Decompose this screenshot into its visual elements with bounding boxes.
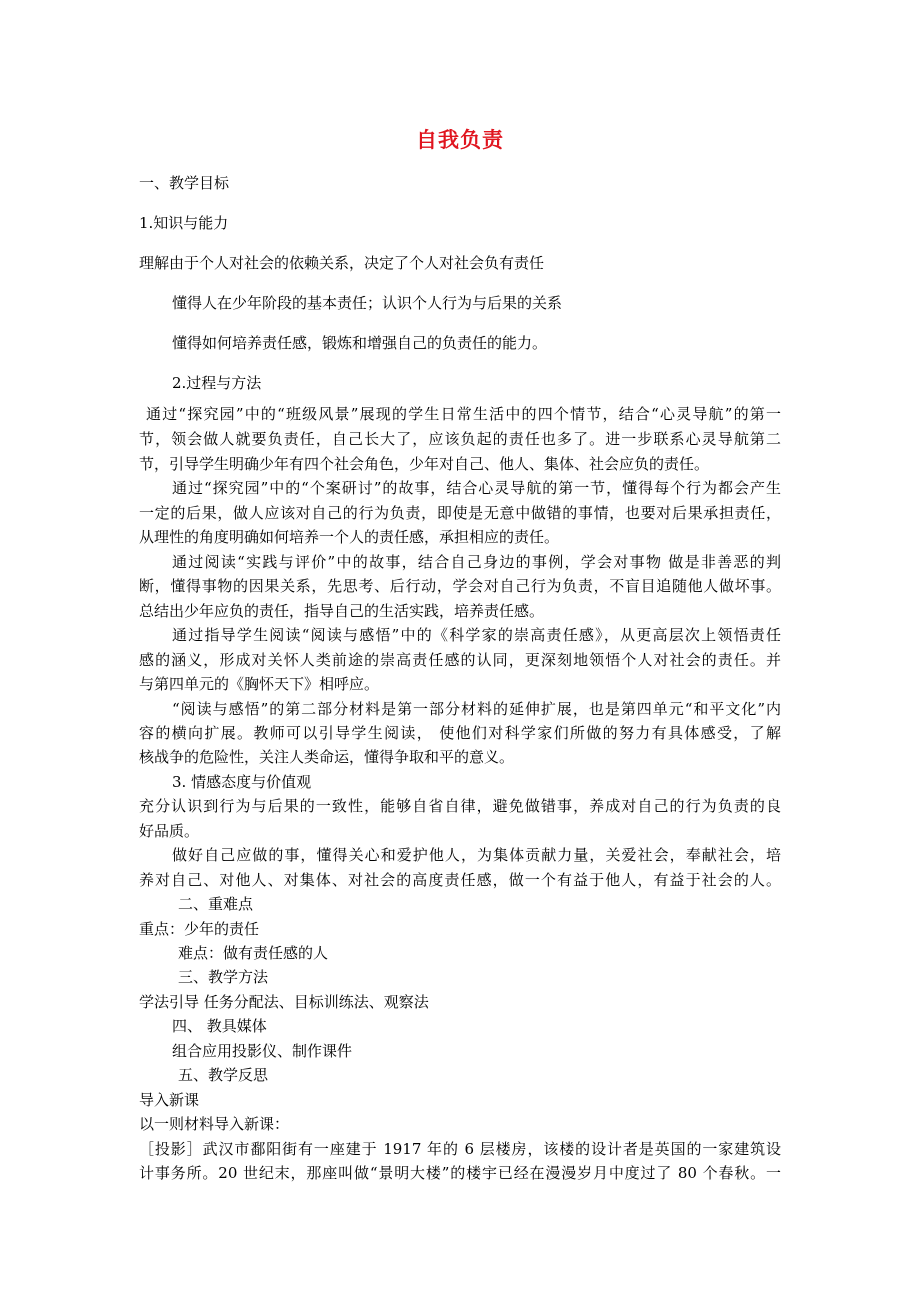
subheading-process: 2.过程与方法	[172, 374, 262, 392]
text-line: ［投影］武汉市鄱阳街有一座建于 1917 年的 6 层楼房，该楼的设计者是英国的一家建筑设	[139, 1140, 781, 1158]
heading-teaching-goals: 一、教学目标	[139, 174, 230, 192]
subheading-knowledge: 1.知识与能力	[139, 214, 229, 232]
heading-media: 四、 教具媒体	[172, 1017, 267, 1035]
text-line: 从理性的角度明确如何培养一个人的责任感，承担相应的责任。	[139, 528, 560, 546]
text-line: 养对自己、对他人、对集体、对社会的高度责任感，做一个有益于他人，有益于社会的人。	[139, 871, 781, 889]
text-line: 以一则材料导入新课：	[139, 1115, 290, 1133]
text-line: 总结出少年应负的责任，指导自己的生活实践，培养责任感。	[139, 602, 545, 620]
text-line: “阅读与感悟”的第二部分材料是第一部分材料的延伸扩展，也是第四单元“和平文化”内	[172, 700, 781, 718]
text-line: 感的涵义，形成对关怀人类前途的崇高责任感的认同，更深刻地领悟个人对社会的责任。并	[139, 651, 781, 669]
text-line: 节，引导学生明确少年有四个社会角色，少年对自己、他人、集体、社会应负的责任。	[139, 455, 710, 473]
document-title: 自我负责	[416, 127, 504, 152]
text-line: 核战争的危险性，关注人类命运，懂得争取和平的意义。	[139, 748, 515, 766]
text-line: 懂得如何培养责任感，锻炼和增强自己的负责任的能力。	[172, 334, 548, 352]
text-line: 一定的后果，做人应该对自己的行为负责，即使是无意中做错的事情，也要对后果承担责任，	[139, 504, 781, 522]
text-line: 充分认识到行为与后果的一致性，能够自省自律，避免做错事，养成对自己的行为负责的良	[139, 797, 781, 815]
text-line: 组合应用投影仪、制作课件	[172, 1042, 353, 1060]
text-line: 理解由于个人对社会的依赖关系，决定了个人对社会负有责任	[139, 254, 545, 272]
text-line: 通过“探究园”中的“班级风景”展现的学生日常生活中的四个情节，结合“心灵导航”的第一	[146, 405, 781, 423]
heading-methods: 三、教学方法	[178, 968, 269, 986]
text-line: 好品质。	[139, 822, 200, 840]
text-line: 重点：少年的责任	[139, 920, 260, 938]
text-line: 通过“探究园”中的“个案研讨”的故事，结合心灵导航的第一节，懂得每个行为都会产生	[172, 479, 781, 497]
text-line: 学法引导 任务分配法、目标训练法、观察法	[139, 993, 429, 1011]
subheading-values: 3. 情感态度与价值观	[172, 773, 312, 791]
heading-reflection: 五、教学反思	[178, 1066, 269, 1084]
text-line: 难点：做有责任感的人	[178, 944, 329, 962]
text-line: 断，懂得事物的因果关系，先思考、后行动，学会对自己行为负责，不盲目追随他人做坏事。	[139, 577, 781, 595]
text-line: 懂得人在少年阶段的基本责任；认识个人行为与后果的关系	[172, 294, 563, 312]
text-line: 与第四单元的《胸怀天下》相呼应。	[139, 675, 380, 693]
text-line: 计事务所。20 世纪末，那座叫做“景明大楼”的楼宇已经在漫漫岁月中度过了 80 个春秋。一	[139, 1164, 781, 1182]
text-line: 容的横向扩展。教师可以引导学生阅读， 使他们对科学家们所做的努力有具体感受，了解	[139, 724, 781, 742]
text-line: 通过阅读“实践与评价”中的故事，结合自己身边的事例，学会对事物 做是非善恶的判	[172, 553, 781, 571]
text-line: 做好自己应做的事，懂得关心和爱护他人，为集体贡献力量，关爱社会，奉献社会，培	[172, 846, 781, 864]
text-line: 通过指导学生阅读“阅读与感悟”中的《科学家的崇高责任感》，从更高层次上领悟责任	[172, 626, 781, 644]
text-line: 节，领会做人就要负责任，自己长大了，应该负起的责任也多了。进一步联系心灵导航第二	[139, 430, 781, 448]
heading-key-points: 二、重难点	[178, 895, 254, 913]
text-line: 导入新课	[139, 1091, 200, 1109]
